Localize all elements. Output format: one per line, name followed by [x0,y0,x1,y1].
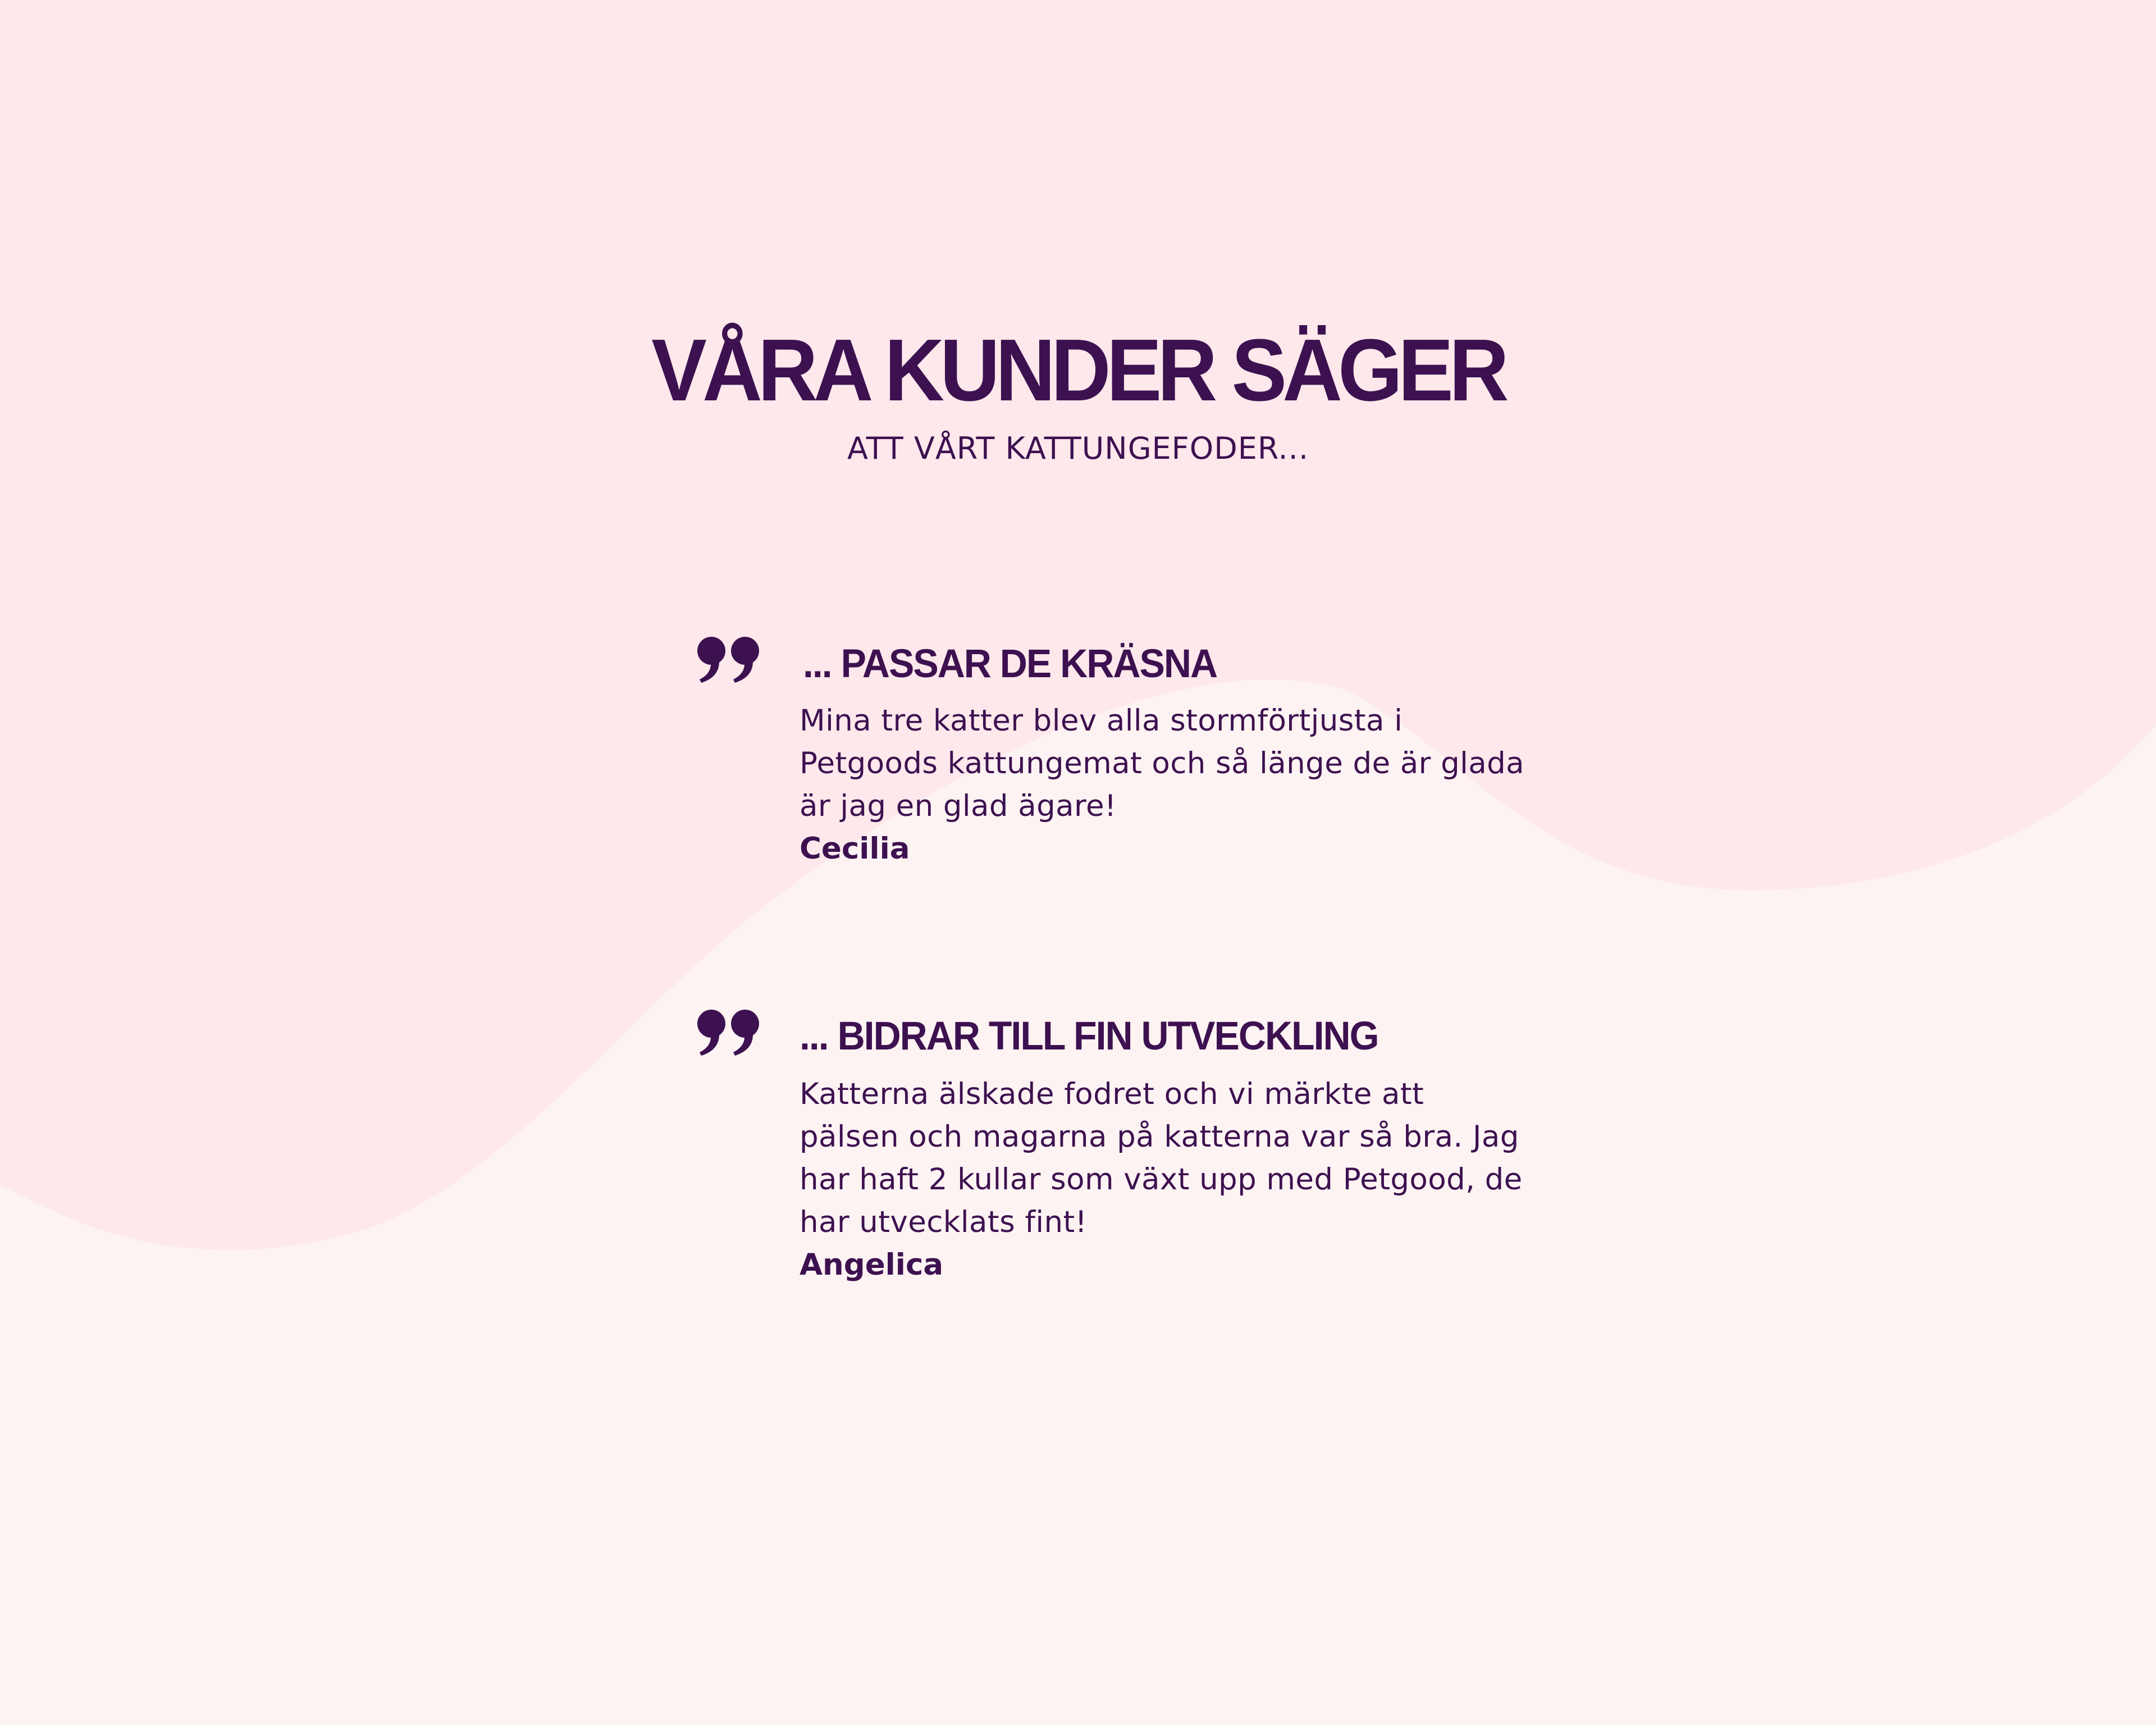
testimonial-quote: Mina tre katter blev alla stormförtjusta i Petgoods kattungemat och så länge de är glada är jag en glad ägare! [800,704,1525,823]
testimonial-heading: ... PASSAR DE KRÄSNA [803,641,1217,686]
testimonial-quote: Katterna älskade fodret och vi märkte att pälsen och magarna på katterna var så bra. Jag har haft 2 kullar som växt upp med Petgood, de har utvecklats fint! [800,1077,1523,1239]
quote-icon [696,1007,764,1058]
testimonial-heading: ... BIDRAR TILL FIN UTVECKLING [800,1014,1378,1058]
section-title: VÅRA KUNDER SÄGER [651,321,1505,419]
testimonial-author: Cecilia [800,832,910,866]
section-subtitle: ATT VÅRT KATTUNGEFODER... [847,431,1309,466]
quote-icon [696,635,764,685]
testimonial-author: Angelica [800,1248,944,1282]
